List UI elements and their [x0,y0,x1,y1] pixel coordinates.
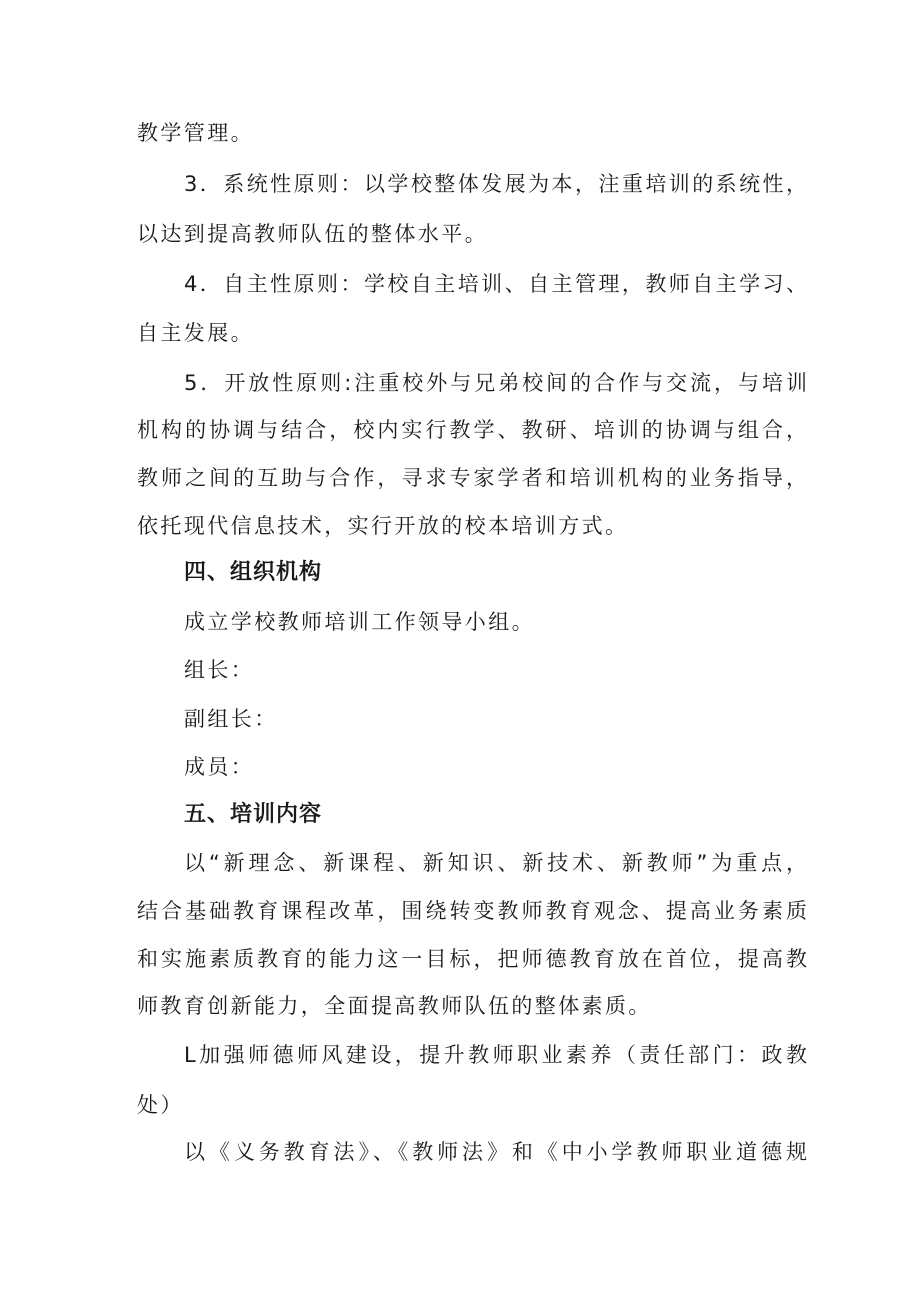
paragraph-line: 和实施素质教育的能力这一目标，把师德教育放在首位，提高教 [137,947,807,971]
principle-4-line: 4．自主性原则：学校自主培训、自主管理，教师自主学习、 [184,272,807,296]
paragraph-line: 以“新理念、新课程、新知识、新技术、新教师”为重点， [184,851,807,875]
principle-3-line: 3．系统性原则：以学校整体发展为本，注重培训的系统性， [184,172,807,196]
paragraph-line: 以达到提高教师队伍的整体水平。 [137,222,488,246]
section-heading-organization: 四、组织机构 [184,560,323,585]
paragraph-line: 依托现代信息技术，实行开放的校本培训方式。 [137,514,629,538]
paragraph-line: 结合基础教育课程改革，围绕转变教师教育观念、提高业务素质 [137,899,807,923]
section-heading-training-content: 五、培训内容 [184,802,323,827]
paragraph-line: 师教育创新能力，全面提高教师队伍的整体素质。 [137,994,652,1018]
paragraph-line: 机构的协调与结合，校内实行教学、教研、培训的协调与组合， [137,418,807,442]
principle-5-line: 5．开放性原则:注重校外与兄弟校间的合作与交流，与培训 [184,371,807,395]
paragraph-line: 处） [137,1093,184,1117]
deputy-leader-label: 副组长： [184,707,278,731]
members-label: 成员： [184,755,255,779]
paragraph-line: 教学管理。 [137,121,254,145]
paragraph-line: 教师之间的互助与合作，寻求专家学者和培训机构的业务指导， [137,466,807,490]
paragraph-line: 自主发展。 [137,321,254,345]
group-leader-label: 组长： [184,658,255,682]
paragraph-line: 成立学校教师培训工作领导小组。 [184,610,535,634]
paragraph-line: 以《义务教育法》、《教师法》和《中小学教师职业道德规 [184,1140,807,1164]
subsection-item-1: L加强师德师风建设，提升教师职业素养（责任部门：政教 [184,1043,807,1067]
